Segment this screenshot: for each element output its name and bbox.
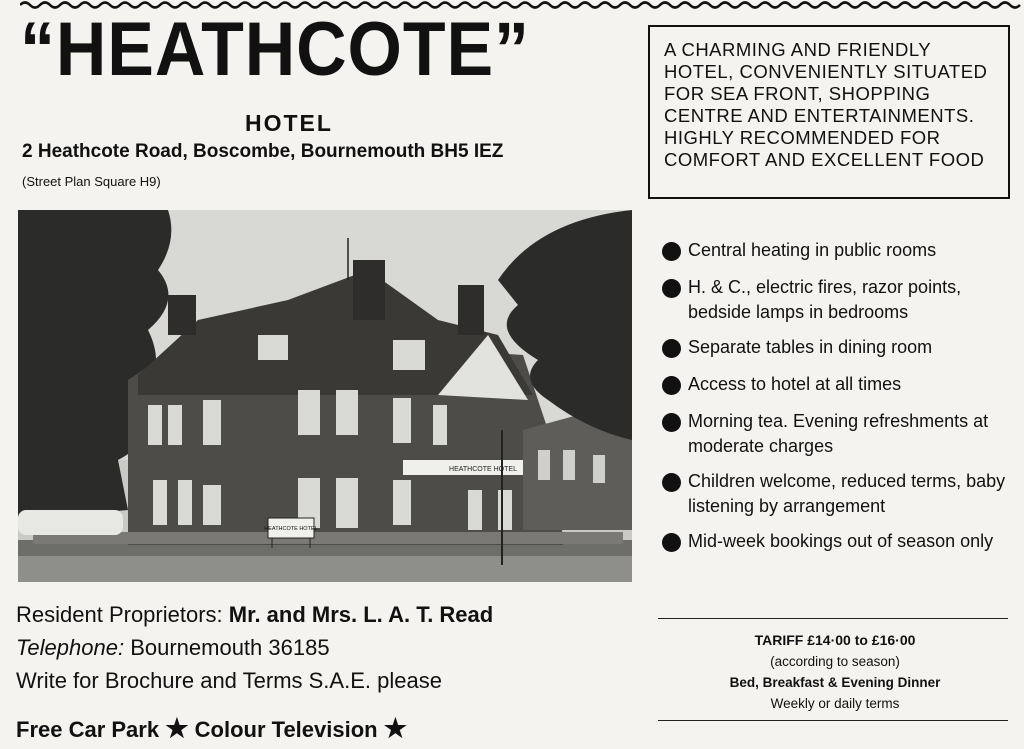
divider-line xyxy=(658,618,1008,619)
bullet-icon xyxy=(662,339,681,358)
street-plan-reference: (Street Plan Square H9) xyxy=(22,174,161,189)
feature-item: Separate tables in dining room xyxy=(660,335,1020,360)
proprietors-line: Resident Proprietors: Mr. and Mrs. L. A. T. Read xyxy=(16,602,494,627)
amenities-footer xyxy=(16,713,407,744)
feature-item: Access to hotel at all times xyxy=(660,372,1020,397)
tariff-board-type: Bed, Breakfast & Evening Dinner xyxy=(729,675,941,690)
hotel-address: 2 Heathcote Road, Boscombe, Bournemouth BH5 IEZ xyxy=(22,141,504,162)
colour-television: Colour Television xyxy=(194,717,378,742)
telephone-line: Telephone: Bournemouth 36185 xyxy=(16,635,330,660)
feature-item: H. & C., electric fires, razor points, bedside lamps in bedrooms xyxy=(660,275,1020,325)
bullet-icon xyxy=(662,376,681,395)
free-car-park: Free Car Park xyxy=(16,717,160,742)
tariff-season-note: (according to season) xyxy=(770,654,900,669)
proprietors-block xyxy=(16,598,493,697)
tagline-box: A CHARMING AND FRIENDLY HOTEL, CONVENIENTLY SITUATED FOR SEA FRONT, SHOPPING CENTRE AND ENTERTAINMENTS. HIGHLY RECOMMENDED FOR COMFORT AND EXCELLENT FOOD xyxy=(648,25,1010,199)
feature-item: Children welcome, reduced terms, baby listening by arrangement xyxy=(660,469,1020,519)
feature-item: Mid-week bookings out of season only xyxy=(660,529,1020,554)
hotel-name-title: “HEATHCOTE” xyxy=(20,7,530,92)
tariff-block xyxy=(660,630,1010,714)
fascia-sign-text: HEATHCOTE HOTEL xyxy=(449,466,517,473)
bullet-icon xyxy=(662,533,681,552)
tariff-price: TARIFF £14·00 to £16·00 xyxy=(754,632,916,648)
brochure-line: Write for Brochure and Terms S.A.E. please xyxy=(16,668,442,693)
bullet-icon xyxy=(662,413,681,432)
star-icon: ★ xyxy=(383,713,408,743)
hotel-photograph xyxy=(18,210,632,582)
bullet-icon xyxy=(662,279,681,298)
divider-line xyxy=(658,720,1008,721)
bullet-icon xyxy=(662,242,681,261)
hotel-subtitle: HOTEL xyxy=(245,110,333,136)
tariff-terms: Weekly or daily terms xyxy=(770,696,900,711)
bullet-icon xyxy=(662,473,681,492)
feature-item: Morning tea. Evening refreshments at moderate charges xyxy=(660,409,1020,459)
features-list xyxy=(660,238,1020,566)
feature-item: Central heating in public rooms xyxy=(660,238,1020,263)
star-icon: ★ xyxy=(165,713,189,743)
garden-sign-text: HEATHCOTE HOTEL xyxy=(264,526,318,532)
